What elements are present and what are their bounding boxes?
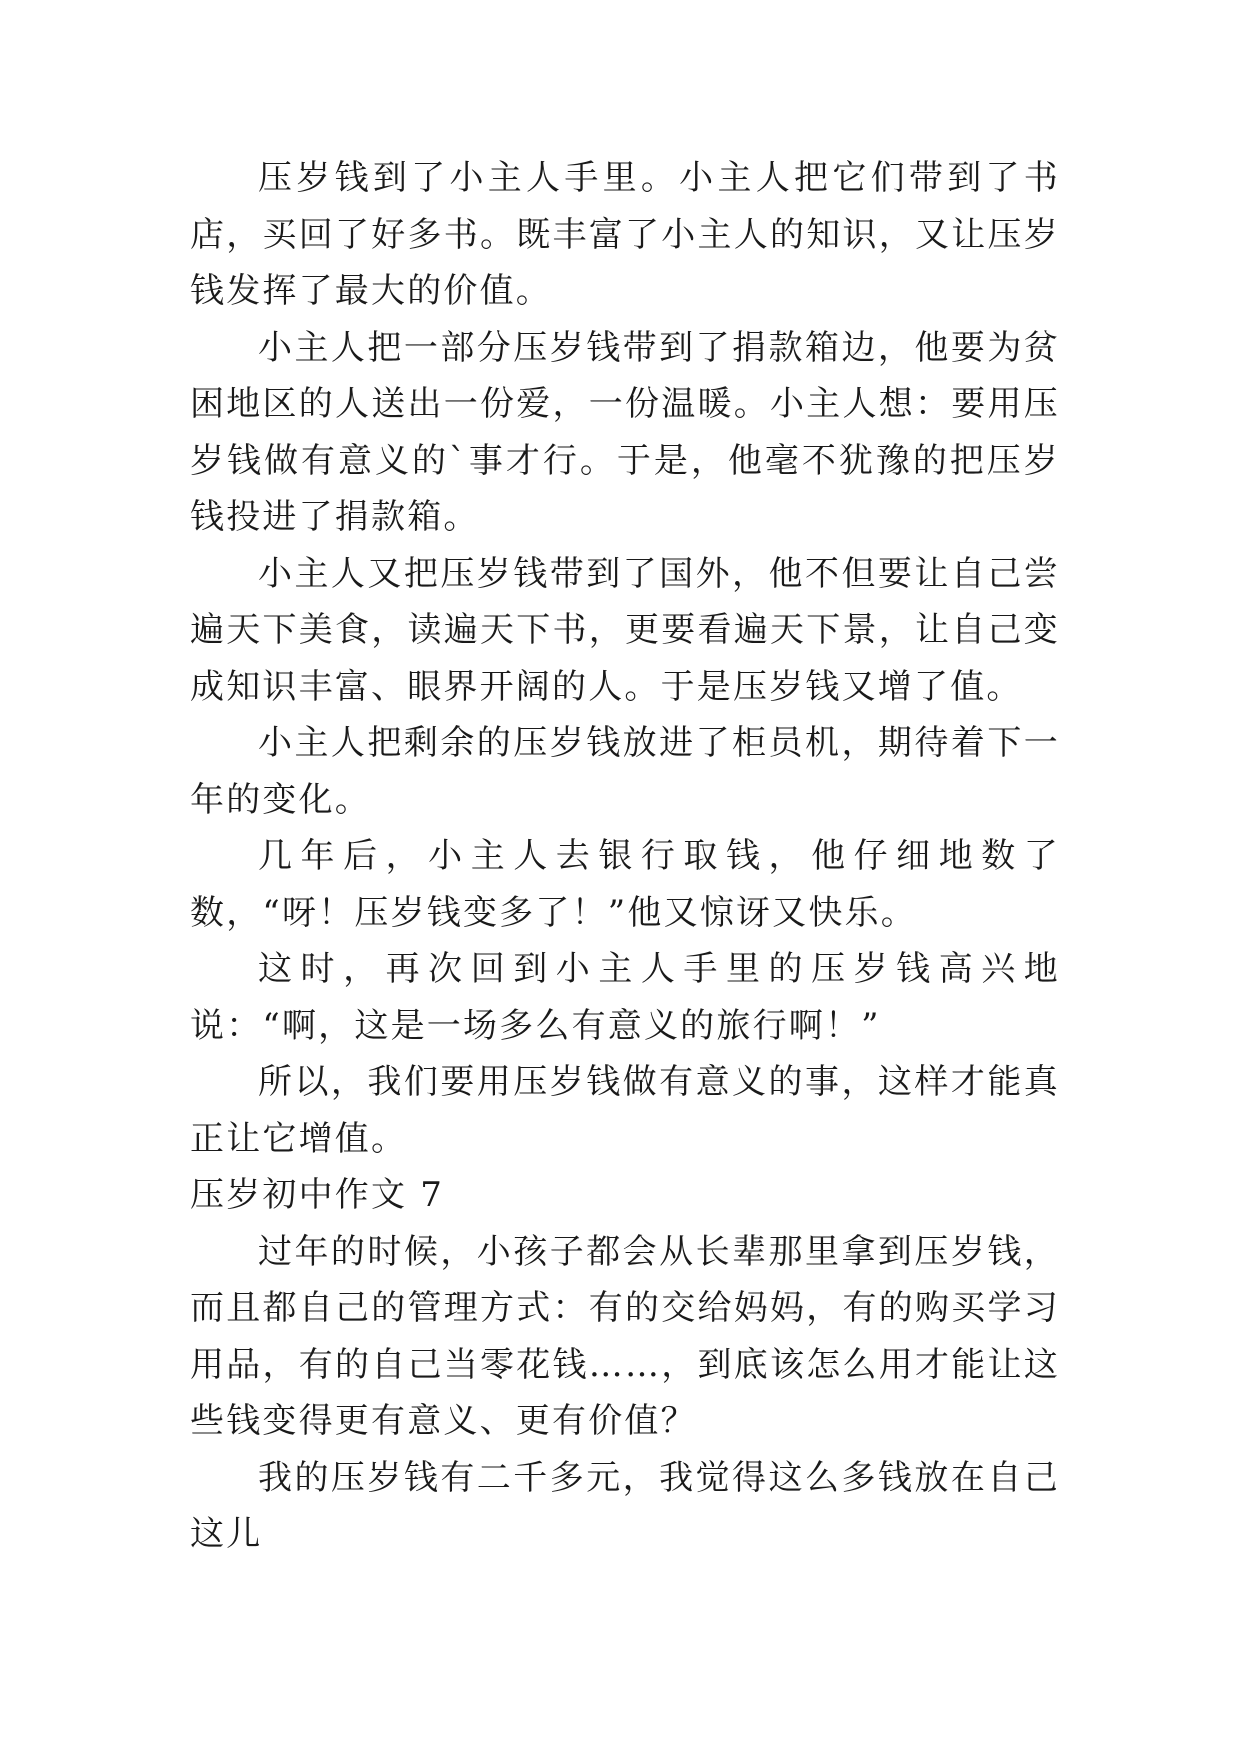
document-page xyxy=(190,150,1060,1563)
paragraph: 所以，我们要用压岁钱做有意义的事，这样才能真正让它增值。 xyxy=(190,1062,1060,1159)
paragraph: 小主人又把压岁钱带到了国外，他不但要让自己尝遍天下美食，读遍天下书，更要看遍天下景，让自己变成知识丰富、眼界开阔的人。于是压岁钱又增了值。 xyxy=(190,553,1060,707)
paragraph: 小主人把一部分压岁钱带到了捐款箱边，他要为贫困地区的人送出一份爱，一份温暖。小主人想：要用压岁钱做有意义的`事才行。于是，他毫不犹豫的把压岁钱投进了捐款箱。 xyxy=(190,327,1060,537)
paragraph: 我的压岁钱有二千多元，我觉得这么多钱放在自己这儿 xyxy=(190,1457,1060,1554)
paragraph: 几年后，小主人去银行取钱，他仔细地数了数，“呀！压岁钱变多了！”他又惊讶又快乐。 xyxy=(190,836,1060,933)
paragraph: 过年的时候，小孩子都会从长辈那里拿到压岁钱，而且都自己的管理方式：有的交给妈妈，有的购买学习用品，有的自己当零花钱……，到底该怎么用才能让这些钱变得更有意义、更有价值？ xyxy=(190,1231,1060,1441)
paragraph: 这时，再次回到小主人手里的压岁钱高兴地说：“啊，这是一场多么有意义的旅行啊！” xyxy=(190,949,1060,1046)
paragraph: 小主人把剩余的压岁钱放进了柜员机，期待着下一年的变化。 xyxy=(190,723,1060,820)
paragraph: 压岁钱到了小主人手里。小主人把它们带到了书店，买回了好多书。既丰富了小主人的知识，又让压岁钱发挥了最大的价值。 xyxy=(190,158,1060,311)
section-heading: 压岁初中作文 7 xyxy=(190,1175,445,1215)
